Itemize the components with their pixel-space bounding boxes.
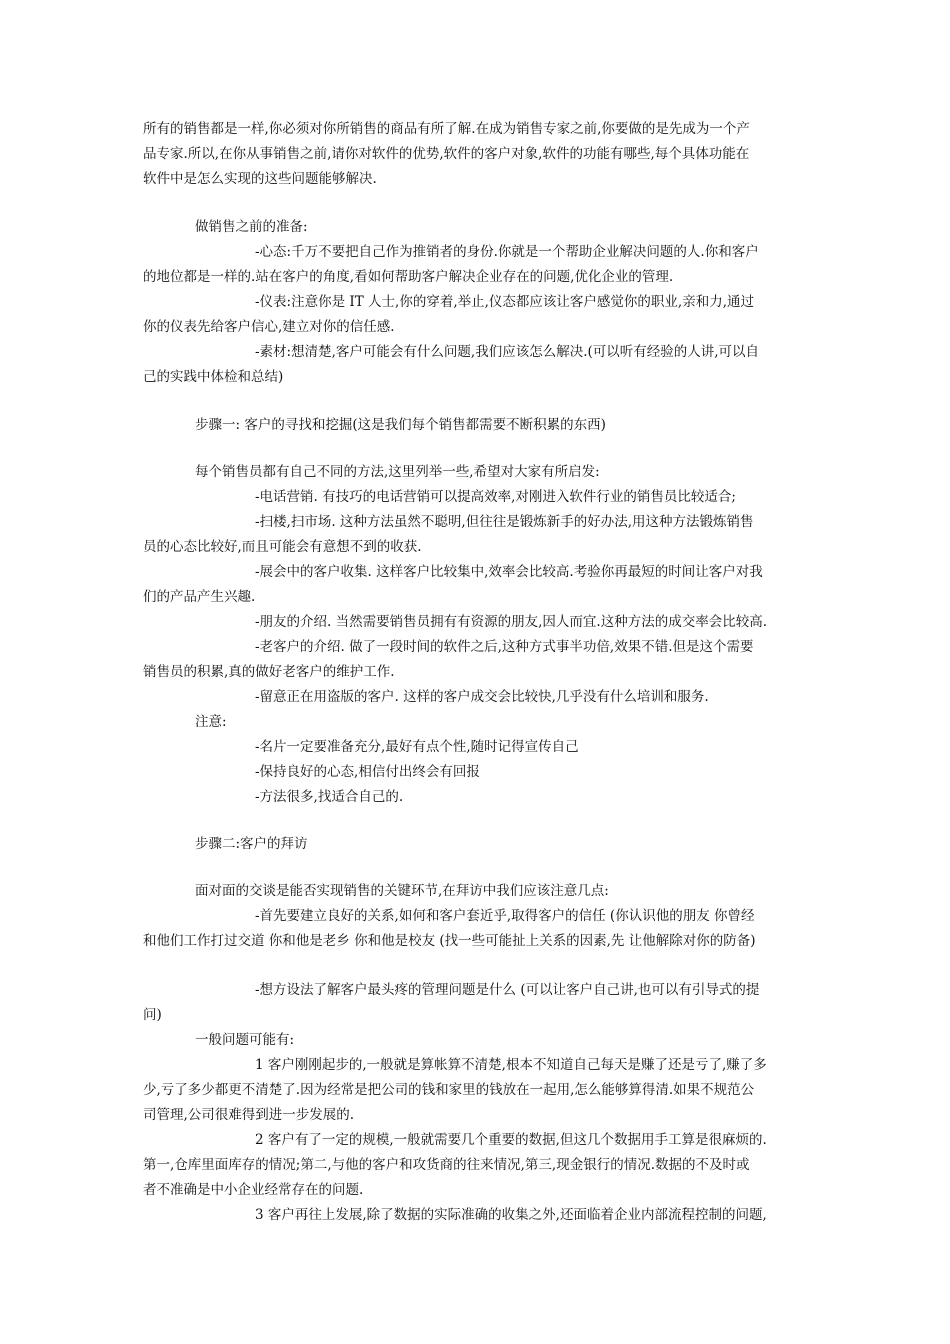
note-item: -保持良好的心态,相信付出终会有回报 [255, 764, 480, 780]
step2-heading: 步骤二:客户的拜访 [195, 836, 308, 852]
prep-material: -素材:想清楚,客户可能会有什么问题,我们应该怎么解决.(可以听有经验的人讲,可以自 [255, 344, 760, 360]
notes-heading: 注意: [195, 714, 227, 730]
prep-heading: 做销售之前的准备: [195, 219, 308, 235]
step1-pirated: -留意正在用盗版的客户. 这样的客户成交会比较快,几乎没有什么培训和服务. [255, 689, 709, 705]
step2-relationship: -首先要建立良好的关系,如何和客户套近乎,取得客户的信任 (你认识他的朋友 你曾经 [255, 908, 755, 924]
step1-expo: -展会中的客户收集. 这样客户比较集中,效率会比较高.考验你再最短的时间让客户对我 [255, 564, 763, 580]
intro-line: 软件中是怎么实现的这些问题能够解决. [143, 171, 377, 187]
intro-line: 所有的销售都是一样,你必须对你所销售的商品有所了解.在成为销售专家之前,你要做的是先成为一个产 [143, 121, 750, 137]
note-item: -名片一定要准备充分,最好有点个性,随时记得宣传自己 [255, 739, 579, 755]
problem-2: 2 客户有了一定的规模,一般就需要几个重要的数据,但这几个数据用手工算是很麻烦的. [255, 1132, 767, 1148]
problems-heading: 一般问题可能有: [195, 1032, 295, 1048]
problem-2-cont: 第一,仓库里面库存的情况;第二,与他的客户和攻货商的往来情况,第三,现金银行的情况.数据的不及时或 [143, 1157, 750, 1173]
step1-heading: 步骤一: 客户的寻找和挖掘(这是我们每个销售都需要不断积累的东西) [195, 417, 606, 433]
prep-appearance: -仪表:注意你是 IT 人士,你的穿着,举止,仪态都应该让客户感觉你的职业,亲和力,通过 [255, 294, 754, 310]
problem-3: 3 客户再往上发展,除了数据的实际准确的收集之外,还面临着企业内部流程控制的问题, [255, 1207, 767, 1223]
intro-line: 品专家.所以,在你从事销售之前,请你对软件的优势,软件的客户对象,软件的功能有哪些,每个具体功能在 [143, 146, 750, 162]
prep-material-cont: 己的实践中体检和总结) [143, 369, 284, 385]
problem-1: 1 客户刚刚起步的,一般就是算帐算不清楚,根本不知道自己每天是赚了还是亏了,赚了多 [255, 1057, 767, 1073]
step1-phone: -电话营销. 有技巧的电话营销可以提高效率,对刚进入软件行业的销售员比较适合; [255, 489, 736, 505]
step1-old-clients: -老客户的介绍. 做了一段时间的软件之后,这种方式事半功倍,效果不错.但是这个需要 [255, 639, 754, 655]
step1-sweep-cont: 员的心态比较好,而且可能会有意想不到的收获. [143, 539, 422, 555]
step1-intro: 每个销售员都有自己不同的方法,这里列举一些,希望对大家有所启发: [195, 464, 600, 480]
note-item: -方法很多,找适合自己的. [255, 789, 404, 805]
step1-expo-cont: 们的产品产生兴趣. [143, 589, 256, 605]
step1-sweep: -扫楼,扫市场. 这种方法虽然不聪明,但往往是锻炼新手的好办法,用这种方法锻炼销售 [255, 514, 754, 530]
prep-mindset: -心态:千万不要把自己作为推销者的身份.你就是一个帮助企业解决问题的人.你和客户 [255, 244, 759, 260]
problem-1-cont: 司管理,公司很难得到进一步发展的. [143, 1107, 355, 1123]
prep-mindset-cont: 的地位都是一样的.站在客户的角度,看如何帮助客户解决企业存在的问题,优化企业的管理. [143, 269, 674, 285]
step2-pain-point: -想方设法了解客户最头疼的管理问题是什么 (可以让客户自己讲,也可以有引导式的提 [255, 982, 760, 998]
step1-friends: -朋友的介绍. 当然需要销售员拥有有资源的朋友,因人而宜.这种方法的成交率会比较高. [255, 614, 768, 630]
step2-pain-point-cont: 问) [143, 1007, 162, 1023]
problem-1-cont: 少,亏了多少都更不清楚了.因为经常是把公司的钱和家里的钱放在一起用,怎么能够算得清.如果不规范公 [143, 1082, 755, 1098]
step2-intro: 面对面的交谈是能否实现销售的关键环节,在拜访中我们应该注意几点: [195, 883, 609, 899]
step2-relationship-cont: 和他们工作打过交道 你和他是老乡 你和他是校友 (找一些可能扯上关系的因素,先 让他解除对你的防备) [143, 933, 756, 949]
step1-old-clients-cont: 销售员的积累,真的做好老客户的维护工作. [143, 664, 395, 680]
prep-appearance-cont: 你的仪表先给客户信心,建立对你的信任感. [143, 319, 395, 335]
problem-2-cont: 者不准确是中小企业经常存在的问题. [143, 1182, 364, 1198]
